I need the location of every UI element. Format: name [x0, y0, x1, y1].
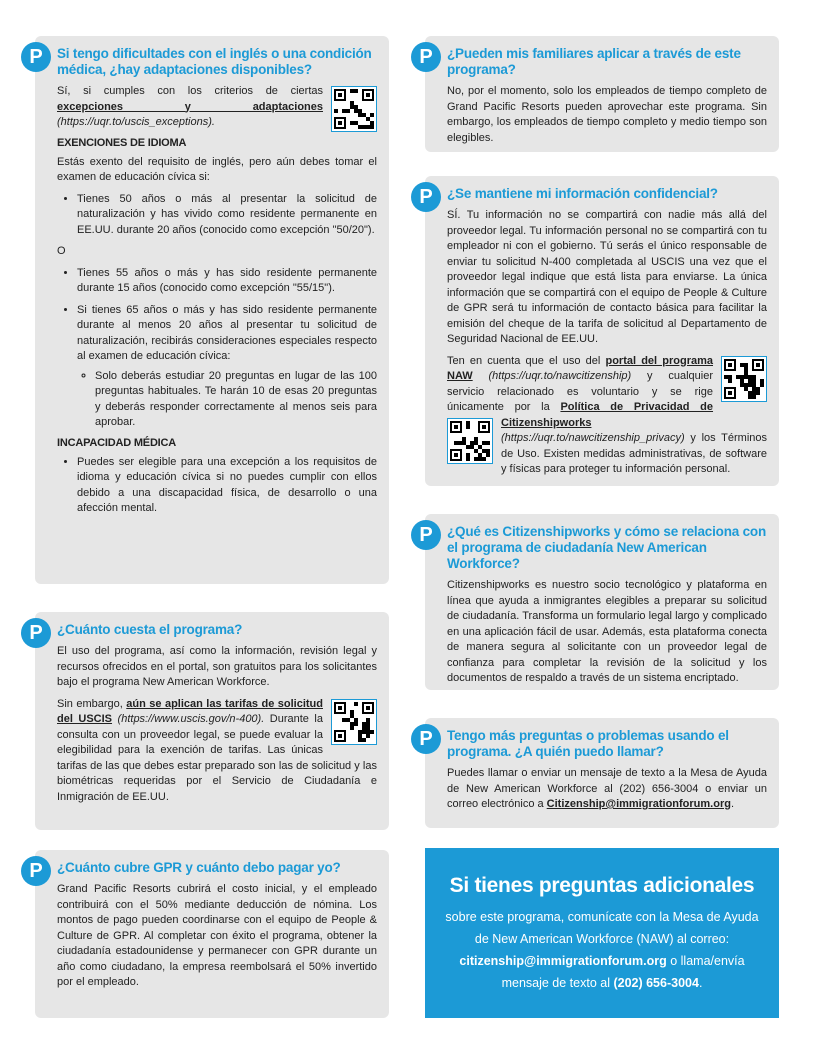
question-badge: P: [21, 42, 51, 72]
qr-code[interactable]: [331, 86, 377, 132]
privacy-policy-link[interactable]: Política de Privacidad de Citizenshipworks: [501, 401, 714, 429]
list-item: ◦ Solo deberás estudiar 20 preguntas en lugar de las 100 preguntas habituales. Te harán 10 de esas 20 preguntas y deberás responder correctamente al menos seis para aprobar.: [95, 369, 377, 431]
bullet-list: [57, 266, 377, 431]
callout-email[interactable]: citizenship@immigrationforum.org: [459, 954, 667, 968]
faq-question: ¿Cuánto cuesta el programa?: [57, 622, 243, 637]
section-subheading: EXENCIONES DE IDIOMA: [57, 136, 187, 149]
faq-answer-intro: Sí, si cumples con los criterios de ciertas excepciones y adaptaciones (https://uqr.to/uscis_exceptions).: [57, 85, 323, 128]
faq-card-citizenshipworks: [419, 514, 779, 690]
question-badge: P: [411, 520, 441, 550]
list-item: • Tienes 55 años o más y has sido residente permanente durante 15 años (conocido como excepción "55/15").: [77, 266, 377, 297]
faq-card-program-cost: [29, 612, 389, 830]
faq-answer-text: Estás exento del requisito de inglés, pero aún debes tomar el examen de educación cívica si:: [57, 155, 377, 183]
exceptions-link[interactable]: excepciones y adaptaciones: [57, 100, 323, 113]
faq-answer-text: Puedes llamar o enviar un mensaje de texto a la Mesa de Ayuda de New American Workforce al (202) 656-3004 o enviar un correo electrónico a Citizenship@immigrationforum.org.: [447, 767, 767, 810]
faq-answer-text: No, por el momento, solo los empleados de tiempo completo de Grand Pacific Resorts pueden aprovechar este programa. Sin embargo, los empleados de tiempo completo y medio tiempo son elegibles.: [447, 85, 767, 144]
uscis-fees-url[interactable]: (https://www.uscis.gov/n-400).: [117, 713, 265, 725]
uscis-fees-link[interactable]: aún se aplican las tarifas de solicitud del USCIS: [57, 697, 323, 725]
faq-answer-text: El uso del programa, así como la información, revisión legal y recursos ofrecidos en el portal, son gratuitos para los solicitantes bajo el programa New American Workforce.: [57, 645, 377, 688]
faq-card-confidentiality: [419, 176, 779, 486]
question-badge: P: [411, 182, 441, 212]
section-subheading: INCAPACIDAD MÉDICA: [57, 436, 177, 449]
help-email-link[interactable]: Citizenship@immigrationforum.org: [546, 798, 731, 810]
faq-card-family-eligibility: [419, 36, 779, 152]
question-badge: P: [21, 856, 51, 886]
faq-answer-text: Ten en cuenta que el uso del portal del programa NAW (https://uqr.to/nawcitizenship) y cualquier servicio relacionado es voluntario y se rige únicamente por la Política de Privacidad de Citizenshipworks (https://uqr.to/nawcitizenship_privacy) y los Términos de Uso. Existen medidas administrativas, de software y físicas para proteger tu información personal.: [447, 354, 767, 475]
qr-code[interactable]: [447, 418, 493, 464]
qr-code[interactable]: [721, 356, 767, 402]
faq-card-language-exceptions: [29, 36, 389, 584]
faq-question: ¿Cuánto cubre GPR y cuánto debo pagar yo?: [57, 860, 341, 875]
qr-code-icon: [334, 89, 374, 129]
list-item: • Puedes ser elegible para una excepción a los requisitos de idioma y educación cívica si no puedes cumplir con ellos debido a una discapacidad física, de desarrollo o una afección mental.: [77, 455, 377, 517]
or-text: O: [57, 245, 66, 257]
faq-question: Si tengo dificultades con el inglés o una condición médica, ¿hay adaptaciones disponibles?: [57, 46, 372, 77]
question-badge: P: [411, 42, 441, 72]
faq-question: ¿Qué es Citizenshipworks y cómo se relaciona con el programa de ciudadanía New American Workforce?: [447, 524, 767, 571]
list-item: • Si tienes 65 años o más y has sido residente permanente durante al menos 20 años al presentar tu solicitud de naturalización, recibirás consideraciones especiales respecto al examen de educación cívica: ◦ Solo deberás estudiar 20 preguntas en lugar de las 100 preguntas habituales. Te harán 10 de esas 20 preguntas y deberás responder correctamente al menos seis para aprobar.: [77, 303, 377, 431]
faq-card-help-contact: [419, 718, 779, 828]
question-badge: P: [411, 724, 441, 754]
faq-answer-text: Sin embargo, aún se aplican las tarifas de solicitud del USCIS (https://www.uscis.gov/n-400). Durante la consulta con un proveedor legal, se puede evaluar la elegibilidad para la exención de tarifas. Las únicas tarifas de las que debes estar preparado son las de solicitud y las biométricas requeridas por el Servicio de Ciudadanía e Inmigración de EE.UU.: [57, 697, 377, 803]
qr-code[interactable]: [331, 699, 377, 745]
faq-question: ¿Se mantiene mi información confidencial?: [447, 186, 718, 201]
callout-text: sobre este programa, comunícate con la Mesa de Ayuda de New American Workforce (NAW) al correo: citizenship@immigrationforum.org o llama/envía mensaje de texto al (202) 656-3004.: [445, 910, 759, 990]
qr-code-icon: [724, 359, 764, 399]
qr-code-icon: [450, 421, 490, 461]
bullet-list: [57, 455, 377, 517]
faq-answer-text: Grand Pacific Resorts cubrirá el costo inicial, y el empleado contribuirá con el 50% mediante deducción de nómina. Los montos de pago pueden coordinarse con el equipo de People & Culture de GPR. Al completar con éxito el programa, obtener la ciudadanía estadounidense y permanecer con GPR durante un año como ciudadano, la empresa reembolsará el 50% invertido por el empleado.: [57, 883, 377, 988]
faq-answer-text: Citizenshipworks es nuestro socio tecnológico y plataforma en línea que ayuda a inmigrantes elegibles a preparar su solicitud de ciudadanía. Transforma un formulario legal largo y complicado en una aplicación fácil de usar. Además, esta plataforma conecta de manera segura al solicitante con un proveedor legal de confianza para completar la revisión de la solicitud y los documentos de respaldo a través de un sistema encriptado.: [447, 579, 767, 684]
contact-callout: [425, 848, 779, 1018]
question-badge: P: [21, 618, 51, 648]
privacy-policy-url[interactable]: (https://uqr.to/nawcitizenship_privacy): [501, 432, 685, 444]
sub-bullet-list: [77, 369, 377, 431]
faq-question: Tengo más preguntas o problemas usando el programa. ¿A quién puedo llamar?: [447, 728, 729, 759]
list-item: • Tienes 50 años o más al presentar la solicitud de naturalización y has vivido como residente permanente en EE.UU. durante 20 años (conocido como excepción "50/20").: [77, 192, 377, 239]
naw-portal-link[interactable]: portal del programa NAW: [447, 354, 713, 382]
faq-question: ¿Pueden mis familiares aplicar a través de este programa?: [447, 46, 741, 77]
faq-answer-text: SÍ. Tu información no se compartirá con nadie más allá del proveedor legal. Tu información personal no se compartirá con tu empleador ni con el gobierno. Tú serás el único responsable de enviar tu solicitud N-400 completada al USCIS una vez que el proveedor legal indique que está lista para enviarse. La única información que se compartirá con el equipo de People & Culture de GPR será tu información de contacto básica para facilitar la emisión del cheque de la tarifa de solicitud al Departamento de Seguridad Nacional de EE.UU.: [447, 209, 767, 345]
callout-phone[interactable]: (202) 656-3004: [613, 976, 699, 990]
exceptions-url[interactable]: (https://uqr.to/uscis_exceptions).: [57, 116, 215, 128]
bullet-list: [57, 192, 377, 239]
callout-title: Si tienes preguntas adicionales: [449, 874, 755, 897]
faq-card-gpr-coverage: [29, 850, 389, 1018]
qr-code-icon: [334, 702, 374, 742]
naw-portal-url[interactable]: (https://uqr.to/nawcitizenship): [488, 370, 632, 382]
